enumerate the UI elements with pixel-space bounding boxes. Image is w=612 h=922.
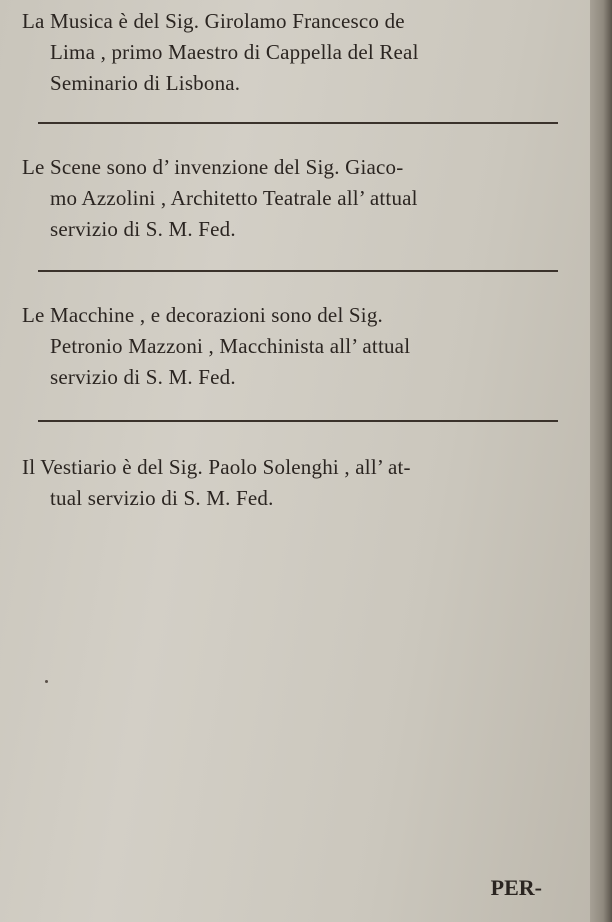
credit-line: servizio di S. M. Fed. xyxy=(50,365,236,389)
credit-line: Le Scene sono d’ invenzione del Sig. Giaco- xyxy=(22,155,404,179)
divider-rule xyxy=(38,270,558,272)
credit-line: mo Azzolini , Architetto Teatrale all’ attual xyxy=(50,186,418,210)
credit-line: Il Vestiario è del Sig. Paolo Solenghi , all’ at- xyxy=(22,455,411,479)
credit-block-machines xyxy=(22,300,567,393)
credit-block-scenes xyxy=(22,152,567,245)
credit-line: servizio di S. M. Fed. xyxy=(50,217,236,241)
credit-line: Seminario di Lisbona. xyxy=(50,71,241,95)
page-edge-shadow xyxy=(590,0,612,922)
credit-line: tual servizio di S. M. Fed. xyxy=(50,486,274,510)
divider-rule xyxy=(38,122,558,124)
divider-rule xyxy=(38,420,558,422)
catchword: PER- xyxy=(490,875,542,900)
credit-block-music xyxy=(22,6,567,99)
credit-line: Petronio Mazzoni , Macchinista all’ attual xyxy=(50,334,411,358)
credit-line: Le Macchine , e decorazioni sono del Sig. xyxy=(22,303,383,327)
paper-speck xyxy=(45,680,48,683)
credit-block-costumes xyxy=(22,452,567,514)
credit-line: La Musica è del Sig. Girolamo Francesco de xyxy=(22,9,405,33)
credit-line: Lima , primo Maestro di Cappella del Real xyxy=(50,40,419,64)
